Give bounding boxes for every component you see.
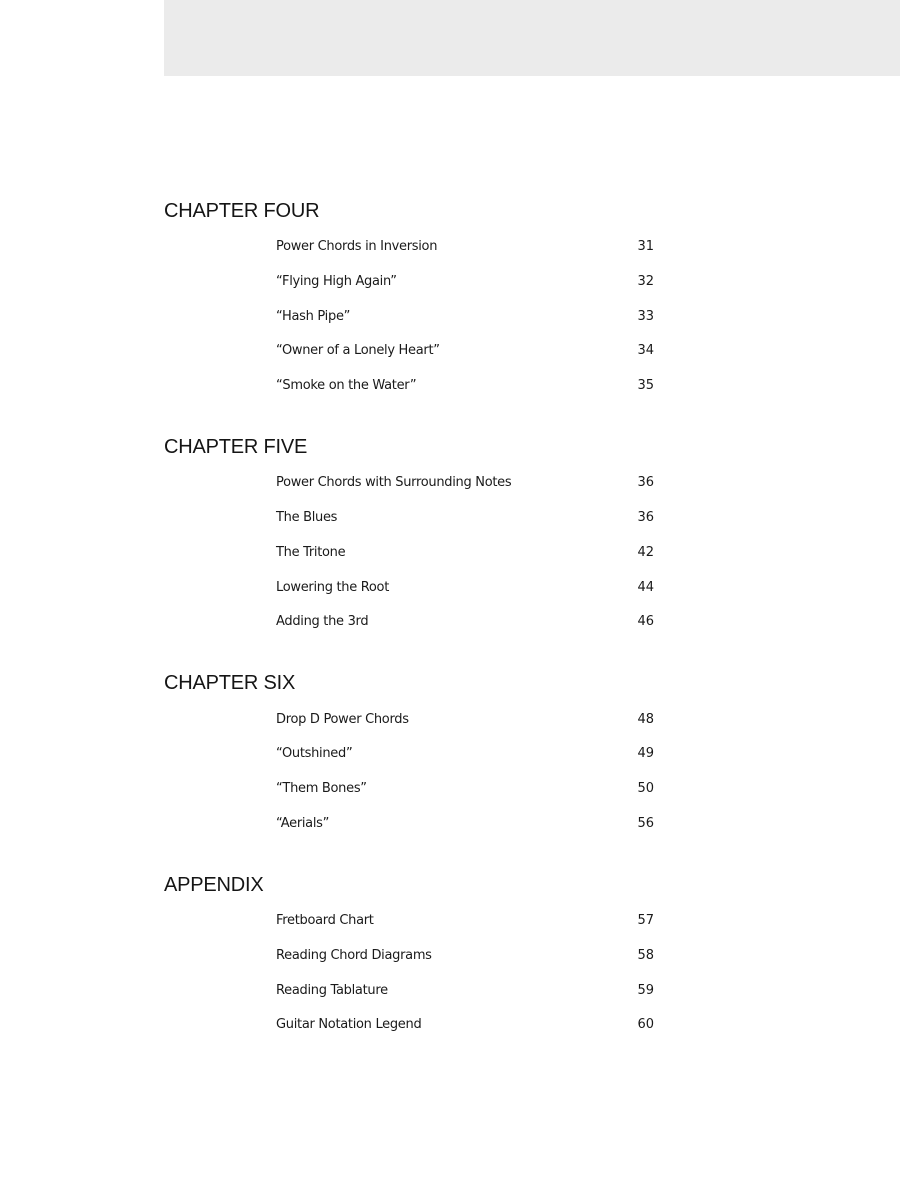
toc-entry-page: 35	[637, 377, 654, 393]
toc-entry-page: 49	[637, 745, 654, 761]
toc-entry-title: “Owner of a Lonely Heart”	[276, 342, 440, 358]
toc-entry-title: Fretboard Chart	[276, 912, 374, 928]
toc-entry-page: 33	[637, 308, 654, 324]
toc-entry[interactable]	[276, 375, 656, 395]
toc-entry-title: “Outshined”	[276, 745, 353, 761]
toc-entry[interactable]	[276, 709, 656, 729]
toc-entry-page: 59	[637, 982, 654, 998]
toc-entry-page: 34	[637, 342, 654, 358]
toc-entry[interactable]	[276, 611, 656, 631]
toc-entry-title: Power Chords in Inversion	[276, 238, 438, 254]
toc-entry-page: 56	[637, 815, 654, 831]
toc-entry-title: Drop D Power Chords	[276, 711, 409, 727]
toc-entry[interactable]	[276, 813, 656, 833]
chapter-heading-six: CHAPTER SIX	[164, 672, 296, 694]
toc-entry[interactable]	[276, 743, 656, 763]
toc-entry-title: “Flying High Again”	[276, 273, 397, 289]
toc-entry-title: “Them Bones”	[276, 780, 367, 796]
toc-entry-page: 50	[637, 780, 654, 796]
toc-entry-title: The Blues	[276, 509, 338, 525]
toc-entry-title: Power Chords with Surrounding Notes	[276, 474, 512, 490]
toc-entry[interactable]	[276, 306, 656, 326]
toc-entry-title: The Tritone	[276, 544, 346, 560]
toc-entry-page: 32	[637, 273, 654, 289]
toc-entry[interactable]	[276, 507, 656, 527]
appendix-heading: APPENDIX	[164, 874, 264, 896]
toc-entry[interactable]	[276, 945, 656, 965]
toc-entry[interactable]	[276, 340, 656, 360]
toc-entry[interactable]	[276, 236, 656, 256]
toc-entry-page: 46	[637, 613, 654, 629]
toc-entry-page: 57	[637, 912, 654, 928]
toc-entry[interactable]	[276, 472, 656, 492]
chapter-heading-five: CHAPTER FIVE	[164, 436, 308, 458]
chapter-heading-four: CHAPTER FOUR	[164, 200, 320, 222]
toc-entry-page: 36	[637, 474, 654, 490]
toc-entry-page: 42	[637, 544, 654, 560]
toc-entry[interactable]	[276, 910, 656, 930]
toc-entry[interactable]	[276, 577, 656, 597]
toc-entry-page: 58	[637, 947, 654, 963]
toc-entry-page: 31	[637, 238, 654, 254]
toc-entry-page: 36	[637, 509, 654, 525]
toc-entry[interactable]	[276, 778, 656, 798]
toc-entry-title: Reading Chord Diagrams	[276, 947, 432, 963]
toc-entry-page: 60	[637, 1016, 654, 1032]
toc-entry-title: Adding the 3rd	[276, 613, 369, 629]
toc-entry[interactable]	[276, 542, 656, 562]
toc-entry-title: Guitar Notation Legend	[276, 1016, 422, 1032]
toc-entry-title: Reading Tablature	[276, 982, 388, 998]
toc-entry-title: “Smoke on the Water”	[276, 377, 417, 393]
toc-entry-page: 44	[637, 579, 654, 595]
toc-entry-title: Lowering the Root	[276, 579, 389, 595]
toc-entry[interactable]	[276, 1014, 656, 1034]
toc-entry-title: “Hash Pipe”	[276, 308, 351, 324]
toc-entry[interactable]	[276, 980, 656, 1000]
toc-entry[interactable]	[276, 271, 656, 291]
toc-entry-page: 48	[637, 711, 654, 727]
toc-entry-title: “Aerials”	[276, 815, 330, 831]
